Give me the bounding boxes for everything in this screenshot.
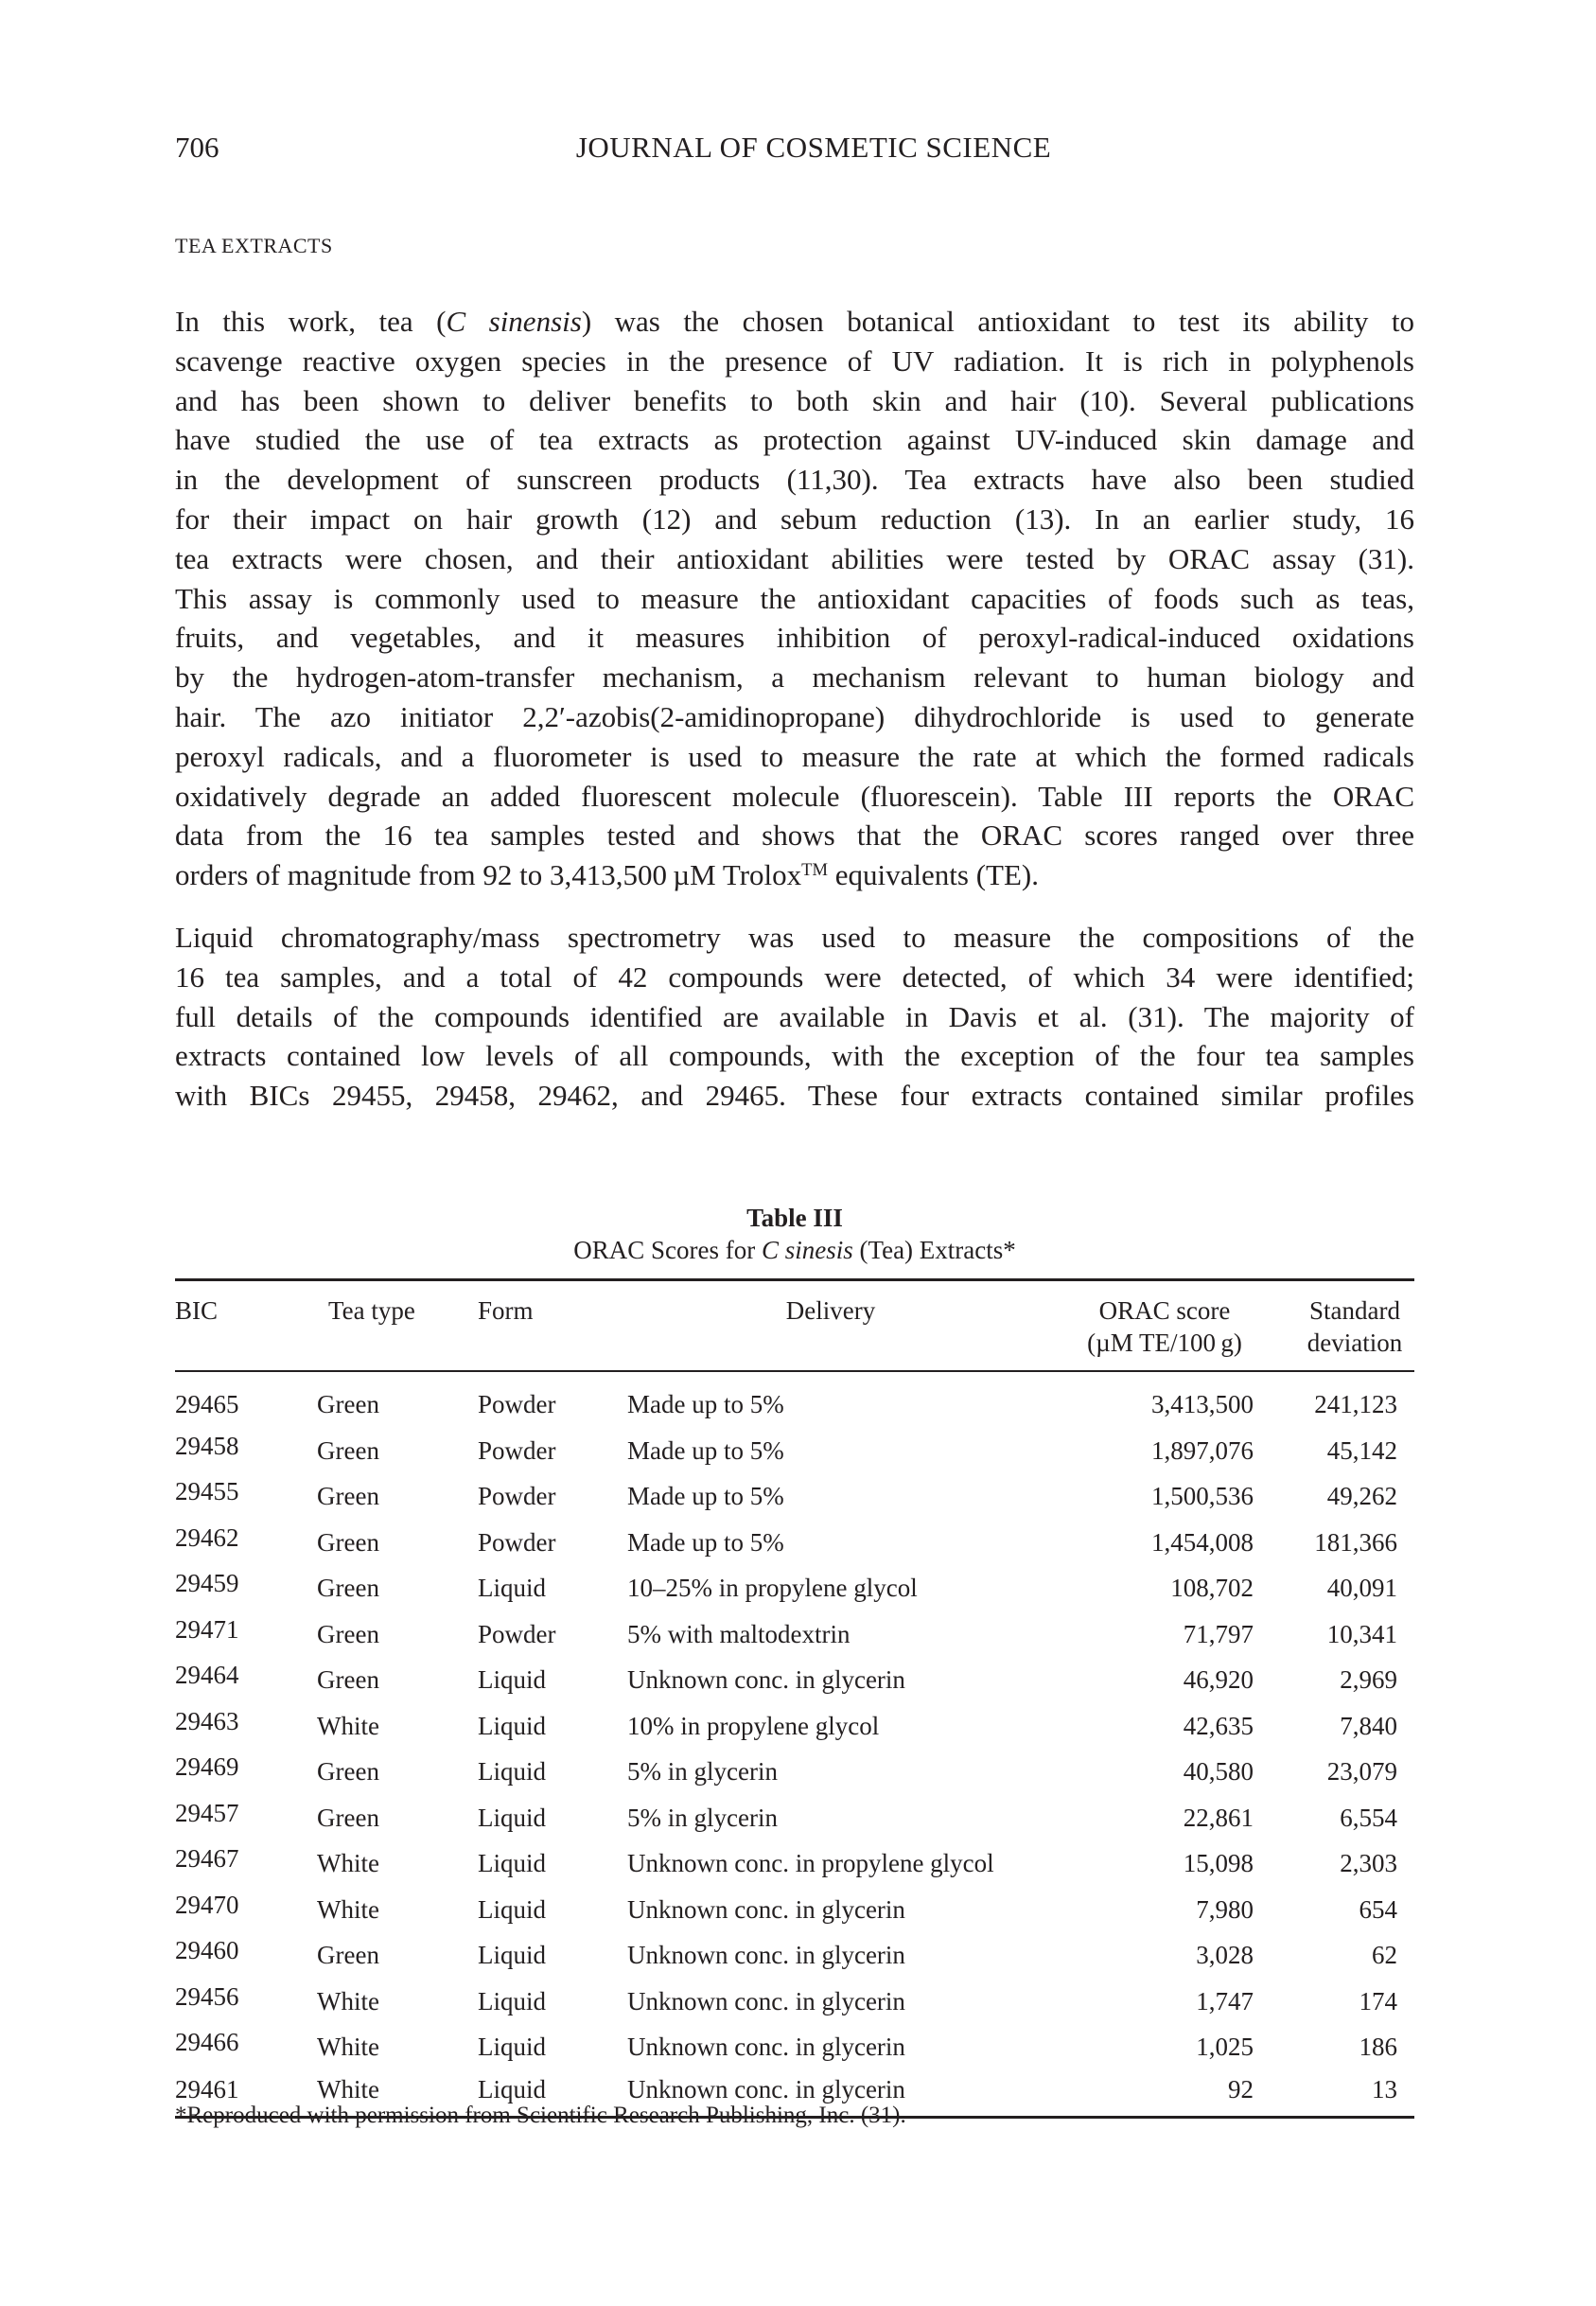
cell-form: Liquid xyxy=(478,1849,546,1877)
cell-delivery: 5% with maltodextrin xyxy=(627,1619,851,1648)
cell-standard-deviation: 40,091 xyxy=(1326,1574,1397,1602)
cell-tea-type: Green xyxy=(317,1757,379,1786)
cell-tea-type: White xyxy=(317,1894,379,1924)
cell-form: Liquid xyxy=(478,1894,546,1924)
cell-orac-score: 3,413,500 xyxy=(1151,1390,1254,1418)
table-row xyxy=(175,1657,1414,1703)
header-orac-score: ORAC score (µM TE/100 g) xyxy=(1087,1296,1242,1357)
cell-tea-type: White xyxy=(317,1986,379,2016)
cell-bic: 29460 xyxy=(175,1936,239,1964)
text-line: In this work, tea (C sinensis) was the chosen botanical antioxidant to test its ability to xyxy=(175,305,1414,338)
cell-delivery: Unknown conc. in glycerin xyxy=(627,1894,905,1924)
cell-orac-score: 22,861 xyxy=(1183,1803,1254,1832)
cell-standard-deviation: 241,123 xyxy=(1314,1390,1397,1418)
cell-tea-type: White xyxy=(317,1849,379,1877)
cell-standard-deviation: 181,366 xyxy=(1314,1527,1397,1557)
text-line: fruits, and vegetables, and it measures inhibition of peroxyl-radical-induced oxidations xyxy=(175,621,1414,655)
cell-delivery: Made up to 5% xyxy=(627,1390,784,1418)
cell-delivery: Unknown conc. in glycerin xyxy=(627,1986,905,2016)
text-line: hair. The azo initiator 2,2′-azobis(2-amidinopropane) dihydrochloride is used to generate xyxy=(175,699,1414,733)
cell-form: Powder xyxy=(478,1390,556,1418)
table-row xyxy=(175,1565,1414,1611)
cell-delivery: Unknown conc. in glycerin xyxy=(627,1665,905,1694)
cell-tea-type: Green xyxy=(317,1941,379,1969)
text-line: in the development of sunscreen products (11,30). Tea extracts have also been studied xyxy=(175,463,1414,497)
cell-bic: 29459 xyxy=(175,1569,239,1597)
cell-delivery: 5% in glycerin xyxy=(627,1757,778,1786)
table-row xyxy=(175,1932,1414,1979)
cell-tea-type: Green xyxy=(317,1574,379,1602)
cell-orac-score: 1,454,008 xyxy=(1151,1527,1254,1557)
cell-bic: 29462 xyxy=(175,1523,239,1552)
text-line: 16 tea samples, and a total of 42 compounds were detected, of which 34 were identified; xyxy=(175,959,1414,994)
cell-tea-type: Green xyxy=(317,1619,379,1648)
cell-form: Liquid xyxy=(478,1711,546,1740)
cell-form: Liquid xyxy=(478,2033,546,2061)
journal-title: JOURNAL OF COSMETIC SCIENCE xyxy=(575,131,1052,164)
cell-bic: 29465 xyxy=(175,1390,239,1418)
header-tea-type: Tea type xyxy=(328,1296,415,1325)
header-bic: BIC xyxy=(175,1296,219,1325)
cell-form: Liquid xyxy=(478,1665,546,1694)
table-footnote: *Reproduced with permission from Scientific Research Publishing, Inc. (31). xyxy=(175,2103,906,2128)
cell-bic: 29463 xyxy=(175,1706,239,1735)
cell-form: Liquid xyxy=(478,2074,546,2104)
text-line: have studied the use of tea extracts as protection against UV-induced skin damage and xyxy=(175,423,1414,457)
table-row xyxy=(175,1611,1414,1658)
text-line: with BICs 29455, 29458, 29462, and 29465. These four extracts contained similar profiles xyxy=(175,1079,1414,1113)
cell-orac-score: 15,098 xyxy=(1183,1849,1254,1877)
table-body xyxy=(175,1371,1414,2117)
cell-orac-score: 1,025 xyxy=(1196,2033,1254,2061)
text-line: by the hydrogen-atom-transfer mechanism, a mechanism relevant to human biology and xyxy=(175,660,1414,695)
cell-orac-score: 71,797 xyxy=(1183,1619,1254,1648)
cell-orac-score: 1,897,076 xyxy=(1151,1435,1254,1465)
cell-orac-score: 40,580 xyxy=(1183,1757,1254,1786)
cell-form: Liquid xyxy=(478,1803,546,1832)
cell-delivery: Unknown conc. in glycerin xyxy=(627,2074,905,2104)
cell-bic: 29470 xyxy=(175,1890,239,1919)
table-row xyxy=(175,1979,1414,2025)
table-row xyxy=(175,1520,1414,1566)
cell-tea-type: Green xyxy=(317,1435,379,1465)
cell-orac-score: 92 xyxy=(1228,2074,1254,2104)
cell-standard-deviation: 45,142 xyxy=(1326,1435,1397,1465)
page-number: 706 xyxy=(175,131,219,164)
cell-standard-deviation: 186 xyxy=(1359,2033,1397,2061)
cell-bic: 29469 xyxy=(175,1752,239,1781)
cell-delivery: 5% in glycerin xyxy=(627,1803,778,1832)
cell-form: Powder xyxy=(478,1482,556,1510)
cell-standard-deviation: 2,969 xyxy=(1340,1665,1397,1694)
header-delivery: Delivery xyxy=(785,1296,876,1325)
trademark-mark: TM xyxy=(801,859,829,880)
cell-delivery: Unknown conc. in glycerin xyxy=(627,2033,905,2061)
text-line: peroxyl radicals, and a fluorometer is used to measure the rate at which the formed radicals xyxy=(175,739,1414,773)
cell-bic: 29457 xyxy=(175,1798,239,1827)
cell-tea-type: Green xyxy=(317,1390,379,1418)
cell-standard-deviation: 23,079 xyxy=(1326,1757,1397,1786)
cell-delivery: Made up to 5% xyxy=(627,1435,784,1465)
cell-orac-score: 1,747 xyxy=(1196,1986,1254,2016)
text-line: scavenge reactive oxygen species in the presence of UV radiation. It is rich in polyphenols xyxy=(175,343,1414,378)
cell-delivery: Made up to 5% xyxy=(627,1482,784,1510)
table-row xyxy=(175,1749,1414,1795)
paragraph-lcms xyxy=(175,918,1414,1116)
table-row xyxy=(175,1795,1414,1841)
section-heading: TEA EXTRACTS xyxy=(175,234,333,257)
text-line: oxidatively degrade an added fluorescent molecule (fluorescein). Table III reports the ORAC xyxy=(175,779,1414,813)
cell-form: Liquid xyxy=(478,1941,546,1969)
cell-tea-type: Green xyxy=(317,1803,379,1832)
cell-standard-deviation: 6,554 xyxy=(1340,1803,1397,1832)
text-line: full details of the compounds identified are available in Davis et al. (31). The majority of xyxy=(175,999,1414,1033)
header-standard-deviation: Standard deviation xyxy=(1307,1296,1403,1357)
text-line: extracts contained low levels of all compounds, with the exception of the four tea samples xyxy=(175,1039,1414,1073)
cell-standard-deviation: 13 xyxy=(1372,2074,1397,2104)
table-label: Table III xyxy=(746,1204,843,1232)
cell-form: Powder xyxy=(478,1527,556,1557)
cell-form: Liquid xyxy=(478,1757,546,1786)
table-row xyxy=(175,1840,1414,1887)
cell-bic: 29455 xyxy=(175,1477,239,1505)
cell-orac-score: 108,702 xyxy=(1170,1574,1254,1602)
table-row xyxy=(175,1473,1414,1520)
cell-bic: 29456 xyxy=(175,1981,239,2011)
cell-orac-score: 1,500,536 xyxy=(1151,1482,1254,1510)
cell-standard-deviation: 10,341 xyxy=(1326,1619,1397,1648)
text-line: Liquid chromatography/mass spectrometry was used to measure the compositions of the xyxy=(175,921,1414,954)
cell-orac-score: 3,028 xyxy=(1196,1941,1254,1969)
cell-standard-deviation: 174 xyxy=(1359,1986,1397,2016)
cell-delivery: 10% in propylene glycol xyxy=(627,1711,880,1740)
text-line: and has been shown to deliver benefits to both skin and hair (10). Several publications xyxy=(175,383,1414,417)
cell-bic: 29471 xyxy=(175,1614,239,1644)
cell-form: Liquid xyxy=(478,1986,546,2016)
text-line: This assay is commonly used to measure the antioxidant capacities of foods such as teas, xyxy=(175,581,1414,615)
table-row xyxy=(175,1428,1414,1474)
cell-standard-deviation: 62 xyxy=(1372,1941,1397,1969)
cell-delivery: Unknown conc. in propylene glycol xyxy=(627,1849,994,1877)
cell-form: Liquid xyxy=(478,1574,546,1602)
cell-tea-type: White xyxy=(317,2033,379,2061)
paragraph-tea-extracts xyxy=(175,302,1414,895)
cell-bic: 29467 xyxy=(175,1844,239,1873)
species-name: C sinensis xyxy=(446,305,582,338)
cell-standard-deviation: 7,840 xyxy=(1340,1711,1397,1740)
cell-delivery: Unknown conc. in glycerin xyxy=(627,1941,905,1969)
cell-tea-type: Green xyxy=(317,1527,379,1557)
cell-bic: 29458 xyxy=(175,1431,239,1460)
orac-scores-table xyxy=(175,1278,1414,2119)
cell-bic: 29464 xyxy=(175,1661,239,1689)
table-row xyxy=(175,1371,1414,1428)
text-line: data from the 16 tea samples tested and shows that the ORAC scores ranged over three xyxy=(175,819,1414,853)
cell-form: Powder xyxy=(478,1435,556,1465)
text-line: tea extracts were chosen, and their antioxidant abilities were tested by ORAC assay (31). xyxy=(175,541,1414,575)
running-head xyxy=(175,131,1414,168)
cell-tea-type: White xyxy=(317,1711,379,1740)
table-row xyxy=(175,1703,1414,1750)
cell-standard-deviation: 2,303 xyxy=(1340,1849,1397,1877)
cell-tea-type: White xyxy=(317,2074,379,2104)
cell-tea-type: Green xyxy=(317,1665,379,1694)
header-form: Form xyxy=(478,1296,534,1325)
cell-form: Powder xyxy=(478,1619,556,1648)
cell-bic: 29466 xyxy=(175,2028,239,2056)
cell-tea-type: Green xyxy=(317,1482,379,1510)
cell-standard-deviation: 49,262 xyxy=(1326,1482,1397,1510)
table-row xyxy=(175,1887,1414,1933)
table-caption xyxy=(175,1202,1414,1266)
table-title: ORAC Scores for C sinesis (Tea) Extracts* xyxy=(573,1236,1016,1264)
cell-delivery: Made up to 5% xyxy=(627,1527,784,1557)
cell-delivery: 10–25% in propylene glycol xyxy=(627,1574,918,1602)
text-line: orders of magnitude from 92 to 3,413,500 µM Trolox™ equivalents (TE). xyxy=(175,858,1039,892)
text-line: for their impact on hair growth (12) and sebum reduction (13). In an earlier study, 16 xyxy=(175,502,1414,536)
cell-orac-score: 46,920 xyxy=(1183,1665,1254,1694)
table-header-row xyxy=(175,1280,1414,1372)
table-row xyxy=(175,2024,1414,2070)
cell-orac-score: 42,635 xyxy=(1183,1711,1254,1740)
cell-standard-deviation: 654 xyxy=(1359,1894,1397,1924)
cell-orac-score: 7,980 xyxy=(1196,1894,1254,1924)
cell-bic: 29461 xyxy=(175,2074,239,2104)
